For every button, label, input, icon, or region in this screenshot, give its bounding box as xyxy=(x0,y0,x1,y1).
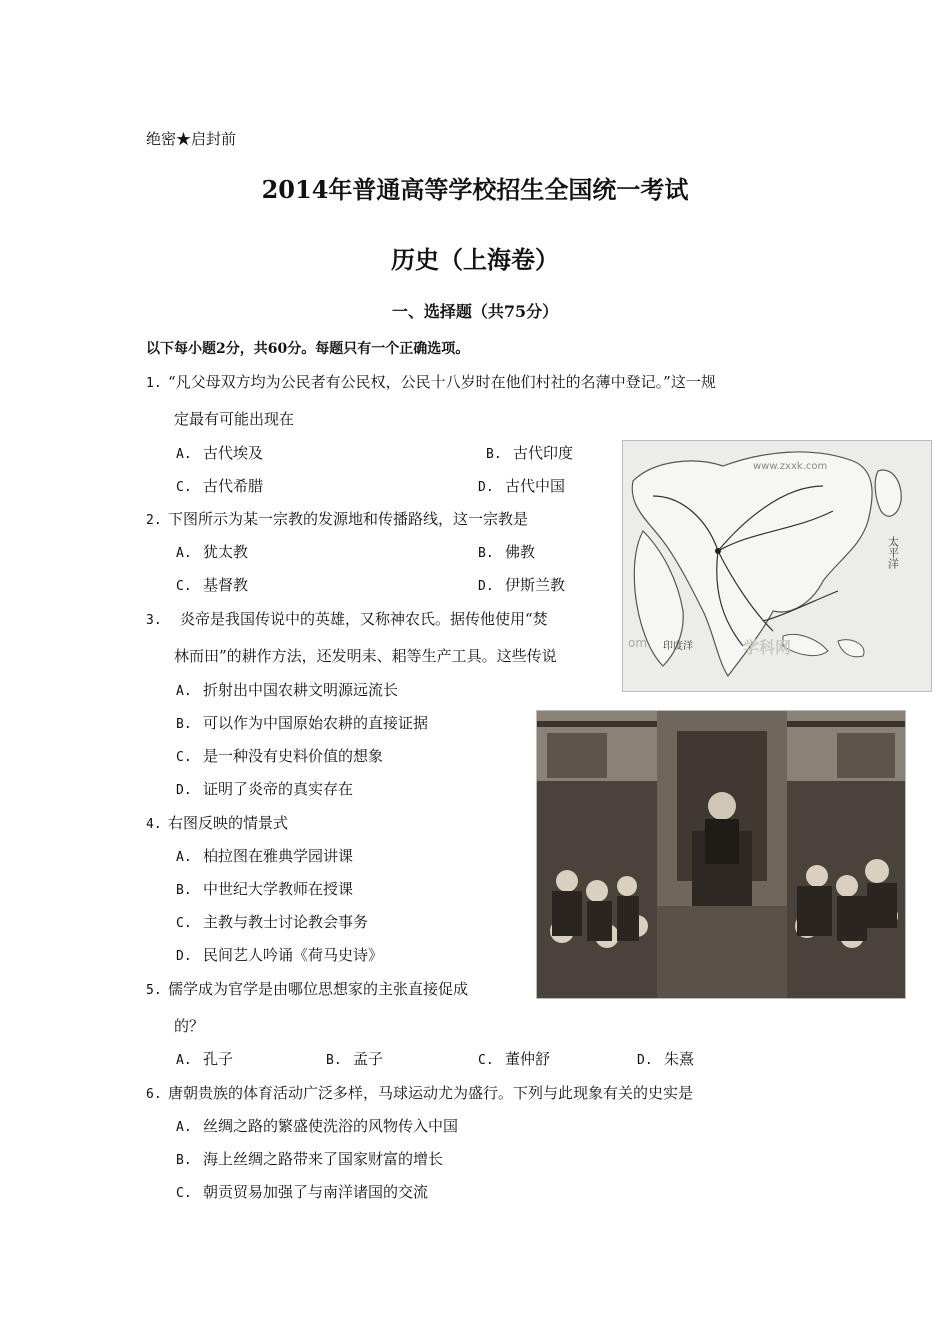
question-3-stem-line-2: 林而田”的耕作方法，还发明耒、耜等生产工具。这些传说 xyxy=(174,647,557,665)
question-5-stem-line-1: 5. 儒学成为官学是由哪位思想家的主张直接促成 xyxy=(146,980,469,998)
q5-option-d: D. 朱熹 xyxy=(637,1050,695,1068)
q1-option-d: D. 古代中国 xyxy=(478,477,566,495)
secret-mark: 绝密★启封前 xyxy=(146,130,237,148)
q1-option-b: B. 古代印度 xyxy=(486,444,574,462)
question-number: 1. xyxy=(146,376,162,391)
question-number: 3. xyxy=(146,613,162,628)
q2-option-a: A. 犹太教 xyxy=(176,543,249,561)
religion-spread-map xyxy=(622,440,932,692)
q3-option-a: A. 折射出中国农耕文明源远流长 xyxy=(176,681,399,699)
classroom-fresco-image xyxy=(536,710,906,999)
q2-option-b: B. 佛教 xyxy=(478,543,536,561)
q6-option-c: C. 朝贡贸易加强了与南洋诸国的交流 xyxy=(176,1183,429,1201)
q2-option-d: D. 伊斯兰教 xyxy=(478,576,566,594)
instructions: 以下每小题2分，共60分。每题只有一个正确选项。 xyxy=(146,341,470,357)
q5-option-b: B. 孟子 xyxy=(326,1050,384,1068)
q4-option-a: A. 柏拉图在雅典学园讲课 xyxy=(176,847,354,865)
question-1-stem-line-1: 1. “凡父母双方均为公民者有公民权，公民十八岁时在他们村社的名薄中登记。”这一规 xyxy=(146,373,716,391)
question-number: 4. xyxy=(146,817,162,832)
q3-option-d: D. 证明了炎帝的真实存在 xyxy=(176,780,354,798)
map-drawing xyxy=(623,441,931,691)
question-1-stem-line-2: 定最有可能出现在 xyxy=(174,410,295,428)
svg-text:www.zxxk.com: www.zxxk.com xyxy=(753,461,828,472)
q6-option-a: A. 丝绸之路的繁盛使洗浴的风物传入中国 xyxy=(176,1117,459,1135)
svg-text:太平洋: 太平洋 xyxy=(886,536,900,569)
q4-option-d: D. 民间艺人吟诵《荷马史诗》 xyxy=(176,946,384,964)
question-2-stem: 2. 下图所示为某一宗教的发源地和传播路线，这一宗教是 xyxy=(146,510,529,528)
fresco-drawing xyxy=(537,711,905,998)
svg-text:印度洋: 印度洋 xyxy=(663,641,693,652)
q4-option-c: C. 主教与教士讨论教会事务 xyxy=(176,913,369,931)
section-title: 一、选择题（共75分） xyxy=(391,302,559,321)
question-3-stem-line-1: 3. 炎帝是我国传说中的英雄，又称神农氏。据传他使用“焚 xyxy=(146,610,548,628)
q2-option-c: C. 基督教 xyxy=(176,576,249,594)
question-4-stem: 4. 右图反映的情景式 xyxy=(146,814,289,832)
question-6-stem: 6. 唐朝贵族的体育活动广泛多样，马球运动尤为盛行。下列与此现象有关的史实是 xyxy=(146,1084,694,1102)
q5-option-a: A. 孔子 xyxy=(176,1050,234,1068)
question-number: 2. xyxy=(146,513,162,528)
q1-option-c: C. 古代希腊 xyxy=(176,477,264,495)
exam-title: 2014年普通高等学校招生全国统一考试 xyxy=(261,175,689,204)
question-number: 5. xyxy=(146,983,162,998)
question-number: 6. xyxy=(146,1087,162,1102)
q1-option-a: A. 古代埃及 xyxy=(176,444,264,462)
svg-text:学科网: 学科网 xyxy=(743,638,792,657)
question-5-stem-line-2: 的？ xyxy=(174,1017,205,1035)
q4-option-b: B. 中世纪大学教师在授课 xyxy=(176,880,354,898)
svg-text:om: om xyxy=(628,636,648,650)
q5-option-c: C. 董仲舒 xyxy=(478,1050,551,1068)
q3-option-b: B. 可以作为中国原始农耕的直接证据 xyxy=(176,714,429,732)
q6-option-b: B. 海上丝绸之路带来了国家财富的增长 xyxy=(176,1150,444,1168)
subject-title: 历史（上海卷） xyxy=(391,245,559,274)
q3-option-c: C. 是一种没有史料价值的想象 xyxy=(176,747,384,765)
